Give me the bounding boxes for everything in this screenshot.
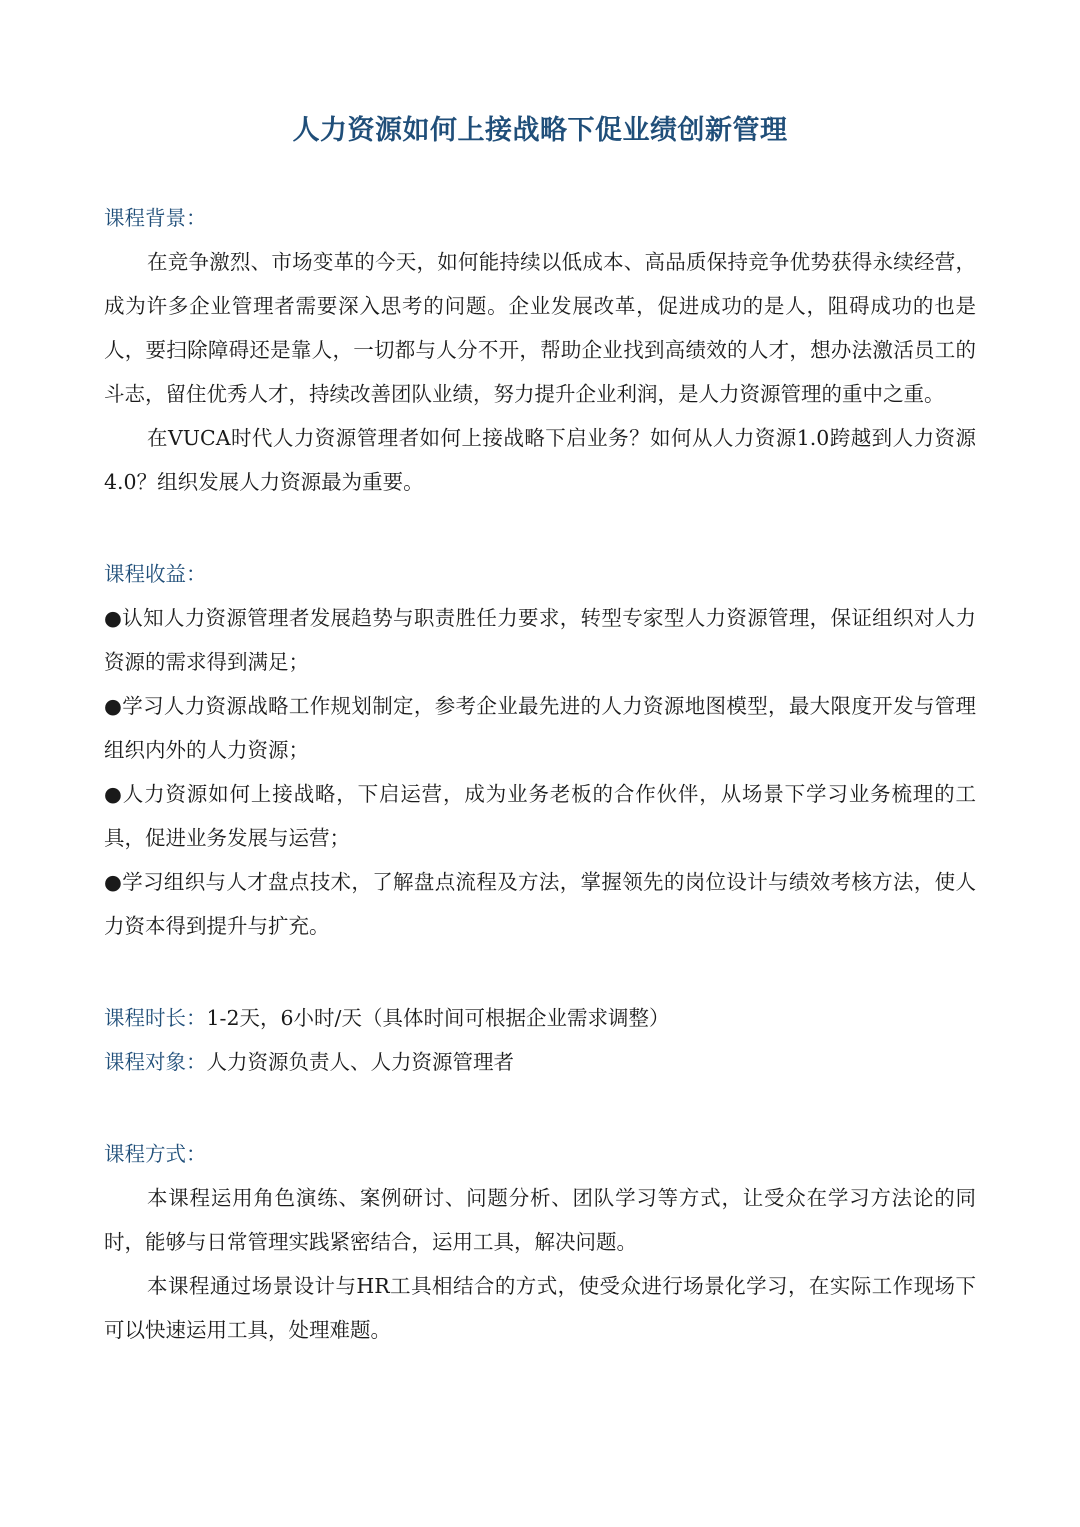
benefit-item-3 [104, 772, 976, 860]
benefits-heading: 课程收益： [104, 562, 207, 586]
method-section [104, 1132, 976, 1352]
section-spacer [104, 1084, 976, 1132]
bullet-icon: ● [104, 870, 123, 894]
audience-value: 人力资源负责人、人力资源管理者 [206, 1050, 514, 1074]
background-paragraph-1: 在竞争激烈、市场变革的今天，如何能持续以低成本、高品质保持竞争优势获得永续经营，成为许多企业管理者需要深入思考的问题。企业发展改革，促进成功的是人，阻碍成功的也是人，要扫除障碍还是靠人，一切都与人分不开，帮助企业找到高绩效的人才，想办法激活员工的斗志，留住优秀人才，持续改善团队业绩，努力提升企业利润，是人力资源管理的重中之重。 [104, 250, 976, 406]
info-section [104, 996, 976, 1084]
bullet-icon: ● [104, 694, 123, 718]
document-body [104, 196, 976, 1352]
benefits-section [104, 552, 976, 948]
bullet-icon: ● [104, 606, 123, 630]
document-title: 人力资源如何上接战略下促业绩创新管理 [292, 115, 788, 146]
method-heading: 课程方式： [104, 1142, 207, 1166]
duration-line [104, 996, 976, 1040]
background-section [104, 196, 976, 504]
background-heading: 课程背景： [104, 206, 207, 230]
benefit-text-1: 认知人力资源管理者发展趋势与职责胜任力要求，转型专家型人力资源管理，保证组织对人力资源的需求得到满足； [104, 606, 977, 674]
method-paragraph-2: 本课程通过场景设计与HR工具相结合的方式，使受众进行场景化学习，在实际工作现场下可以快速运用工具，处理难题。 [104, 1274, 976, 1342]
benefit-text-2: 学习人力资源战略工作规划制定，参考企业最先进的人力资源地图模型，最大限度开发与管理组织内外的人力资源； [104, 694, 977, 762]
method-paragraph-1: 本课程运用角色演练、案例研讨、问题分析、团队学习等方式，让受众在学习方法论的同时，能够与日常管理实践紧密结合，运用工具，解决问题。 [104, 1186, 976, 1254]
duration-value: 1-2天，6小时/天（具体时间可根据企业需求调整） [206, 1006, 670, 1030]
benefit-item-4 [104, 860, 976, 948]
benefit-text-4: 学习组织与人才盘点技术，了解盘点流程及方法，掌握领先的岗位设计与绩效考核方法，使人力资本得到提升与扩充。 [104, 870, 977, 938]
benefit-text-3: 人力资源如何上接战略，下启运营，成为业务老板的合作伙伴，从场景下学习业务梳理的工具，促进业务发展与运营； [104, 782, 977, 850]
benefit-item-1 [104, 596, 976, 684]
audience-label: 课程对象： [104, 1050, 207, 1074]
audience-line [104, 1040, 976, 1084]
bullet-icon: ● [104, 782, 123, 806]
background-paragraph-2: 在VUCA时代人力资源管理者如何上接战略下启业务？如何从人力资源1.0跨越到人力资源4.0？组织发展人力资源最为重要。 [104, 426, 976, 494]
benefit-item-2 [104, 684, 976, 772]
section-spacer [104, 504, 976, 552]
duration-label: 课程时长： [104, 1006, 207, 1030]
section-spacer [104, 948, 976, 996]
